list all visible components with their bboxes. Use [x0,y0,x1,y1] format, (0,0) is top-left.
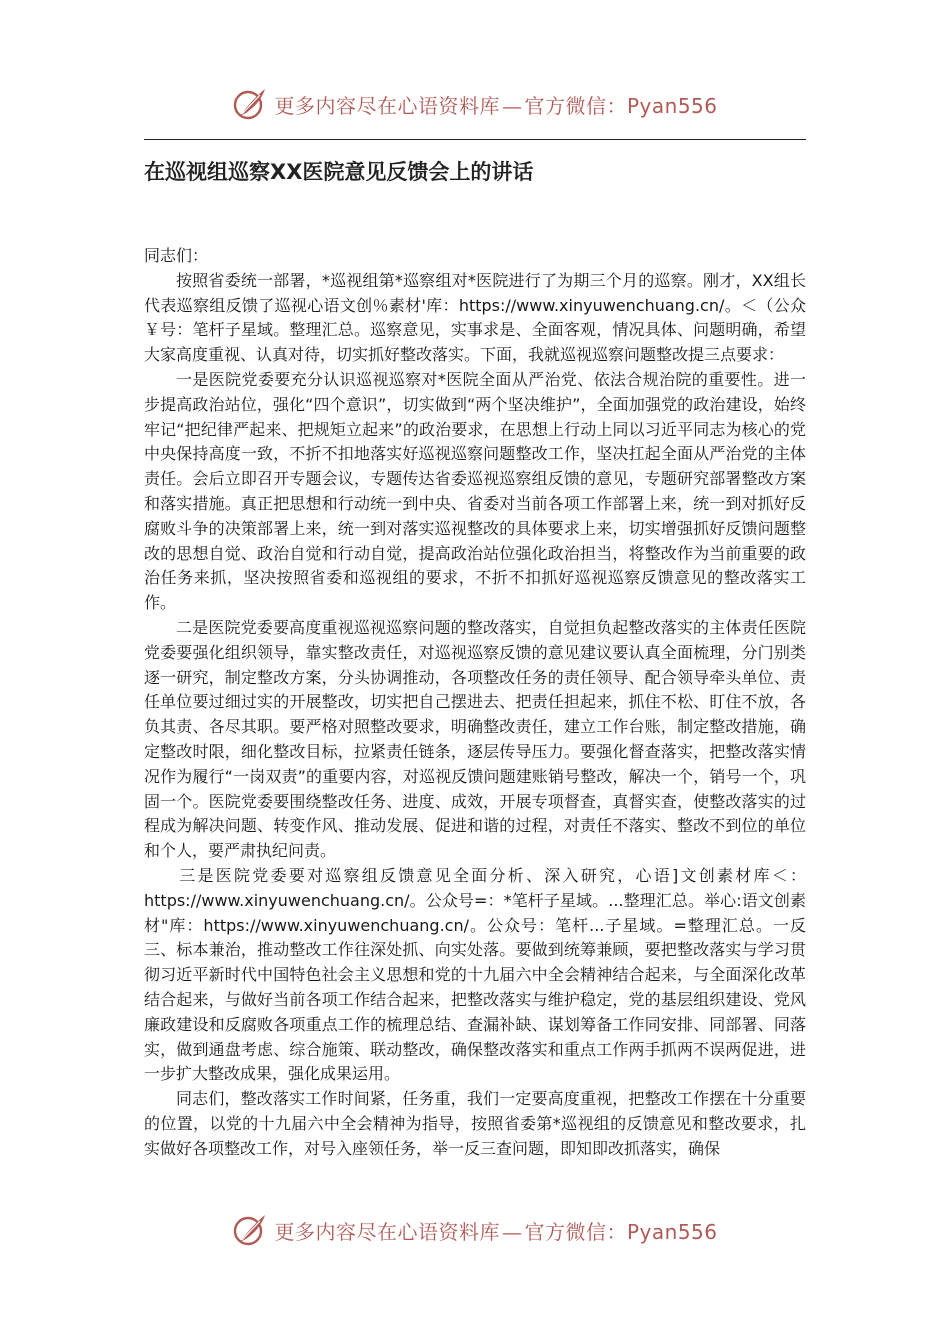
header-site-text: 更多内容尽在心语资料库 [274,93,500,118]
header-separator: — [501,93,523,118]
header-wechat-id: Pyan556 [626,93,718,118]
header-divider [144,139,806,140]
paragraph-requirement-one: 一是医院党委要充分认识巡视巡察对*医院全面从严治党、依法合规治院的重要性。进一步提高政治站位，强化“四个意识”，切实做到“两个坚决维护”，全面加强党的政治建设，始终牢记“把纪律严起来、把规矩立起来”的政治要求，在思想上行动上同以习近平同志为核心的党中央保持高度一致，不折不扣地落实好巡视巡察问题整改工作，坚决扛起全面从严治党的主体责任。会后立即召开专题会议，专题传达省委巡视巡察组反馈的意见，专题研究部署整改方案和落实措施。真正把思想和行动统一到中央、省委对当前各项工作部署上来，统一到对抓好反腐败斗争的决策部署上来，统一到对落实巡视整改的具体要求上来，切实增强抓好反馈问题整改的思想自觉、政治自觉和行动自觉，提高政治站位强化政治担当，将整改作为当前重要的政治任务来抓，坚决按照省委和巡视组的要求，不折不扣抓好巡视巡察反馈意见的整改落实工作。 [144,369,806,613]
header-banner-text [274,90,717,119]
footer-wechat-id: Pyan556 [626,1219,718,1244]
paragraph-requirement-three: 三是医院党委要对巡察组反馈意见全面分析、深入研究，心语]文创素材库＜：https://www.xinyuwenchuang.cn/。公众号=：*笔杆子星域。...整理汇总。举心:语文创素材"库：https://www.xinyuwenchuang.cn/。公众号：笔杆...子星域。=整理汇总。一反三、标本兼治，推动整改工作往深处抓、向实处落。要做到统筹兼顾，要把整改落实与学习贯彻习近平新时代中国特色社会主义思想和党的十九届六中全会精神结合起来，与全面深化改革结合起来，与做好当前各项工作结合起来，把整改落实与维护稳定，党的基层组织建设、党风廉政建设和反腐败各项重点工作的梳理总结、查漏补缺、谋划筹备工作同安排、同部署、同落实，做到通盘考虑、综合施策、联动整改，确保整改落实和重点工作两手抓两不误两促进，进一步扩大整改成果，强化成果运用。 [144,865,806,1084]
header-watermark-banner [0,82,950,126]
document-title: 在巡视组巡察XX医院意见反馈会上的讲话 [144,160,534,184]
footer-separator: — [501,1219,523,1244]
footer-banner-text [274,1216,717,1245]
header-wechat-label: 官方微信： [524,93,627,118]
quill-pen-logo-icon [232,86,268,122]
footer-wechat-label: 官方微信： [524,1219,627,1244]
document-body [144,244,806,1192]
paragraph-closing: 同志们，整改落实工作时间紧，任务重，我们一定要高度重视，把整改工作摆在十分重要的位置，以党的十九届六中全会精神为指导，按照省委第*巡视组的反馈意见和整改要求，扎实做好各项整改工作，对号入座领任务，举一反三查问题，即知即改抓落实，确保 [144,1089,806,1158]
salutation: 同志们： [144,246,209,265]
footer-watermark-banner [0,1208,950,1252]
paragraph-intro: 按照省委统一部署，*巡视组第*巡察组对*医院进行了为期三个月的巡察。刚才，XX组长代表巡察组反馈了巡视心语文创％素材'库：https://www.xinyuwenchuang.cn/。＜（公众￥号：笔杆子星域。整理汇总。巡察意见，实事求是、全面客观，情况具体、问题明确，希望大家高度重视、认真对待，切实抓好整改落实。下面，我就巡视巡察问题整改提三点要求： [144,270,806,365]
quill-pen-logo-icon [232,1212,268,1248]
paragraph-requirement-two: 二是医院党委要高度重视巡视巡察问题的整改落实，自觉担负起整改落实的主体责任医院党委要强化组织领导，靠实整改责任，对巡视巡察反馈的意见建议要认真全面梳理，分门别类逐一研究，制定整改方案，分头协调推动，各项整改任务的责任领导、配合领导牵头单位、责任单位要过细过实的开展整改，切实把自己摆进去、把责任担起来，抓住不松、盯住不放，各负其责、各尽其职。要严格对照整改要求，明确整改责任，建立工作台账，制定整改措施，确定整改时限，细化整改目标，拉紧责任链条，逐层传导压力。要强化督查落实，把整改落实情况作为履行“一岗双责”的重要内容，对巡视反馈问题建账销号整改，解决一个，销号一个，巩固一个。医院党委要围绕整改任务、进度、成效，开展专项督查，真督实查，使整改落实的过程成为解决问题、转变作风、推动发展、促进和谐的过程，对责任不落实、整改不到位的单位和个人，要严肃执纪问责。 [144,617,806,861]
footer-site-text: 更多内容尽在心语资料库 [274,1219,500,1244]
